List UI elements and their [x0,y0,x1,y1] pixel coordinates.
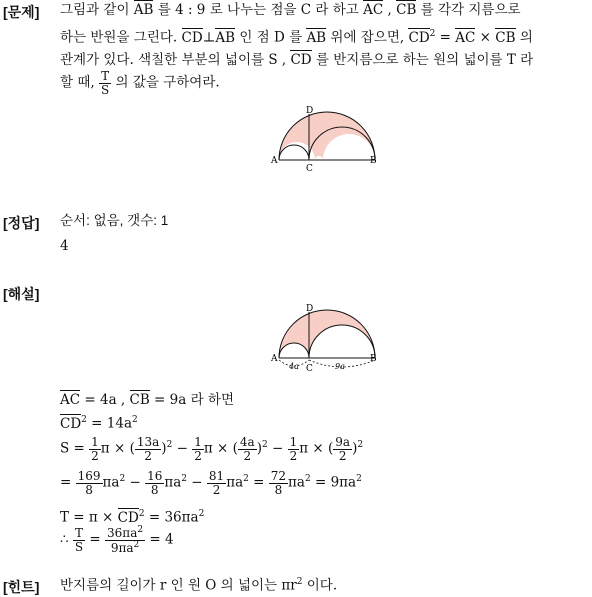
label-c: C [306,164,313,174]
semicircle-figure-solution [265,302,383,374]
semicircle-figure [265,104,383,176]
problem-line-4: 할 때, $\frac{T}{S}$ 의 값을 구하여라. [60,69,220,97]
label-b-2: B [370,354,377,364]
label-c-2: C [306,364,313,374]
solution-line-2: $CD^2 = 14a^2$ [60,415,138,432]
solution-line-1: AC = 4a , CB = 9a 라 하면 [60,392,234,408]
label-9a: 9a [335,362,345,371]
answer-tag: [정답] [3,215,40,231]
solution-line-6: ∴ $\frac{T}{S}$ = $\frac{36\pi a^2}{9\pi a^2}$ = 4 [60,525,174,555]
shaded-region [279,112,375,160]
solution-tag: [해설] [3,286,40,302]
label-a: A [271,156,278,166]
label-4a: 4a [289,362,299,371]
solution-line-3: S = $\frac{1}{2}$ π × ( $\frac{13a}{2}$ )$^2$ − $\frac{1}{2}$ π × ( $\frac{4a}{2}$ )$^2$ − $\frac{1}{2}$ π × ( $\frac{9a}{2}$ )$^2$ [60,435,364,463]
label-d: D [306,106,314,116]
hint-tag: [힌트] [3,579,40,595]
answer-meta: 순서: 없음, 갯수: 1 [60,213,169,228]
solution-line-4: = $\frac{169}{8}$ $\pi a^2$ − $\frac{16}{8}$ $\pi a^2$ − $\frac{81}{2}$ $\pi a^2$ = $\frac{72}{8}$ $\pi a^2 = 9\pi a^2$ [60,469,362,497]
hint-text: 반지름의 길이가 r 인 원 O 의 넓이는 $\pi r^2$ 이다. [60,577,338,594]
problem-tag: [문제] [3,4,40,20]
answer-value: 4 [60,238,69,254]
label-d-2: D [306,304,314,314]
solution-line-5: $T = \pi \times CD^2 = 36\pi a^2$ [60,509,205,526]
shaded-region-2 [279,310,375,358]
problem-line-3: 관계가 있다. 색칠한 부분의 넓이를 S , CD 를 반지름으로 하는 원의 넓이를 T 라 [60,52,534,68]
problem-line-1: 그림과 같이 AB 를 4 : 9 로 나누는 점을 C 라 하고 AC , CB 를 각각 지름으로 [60,2,521,18]
problem-line-2: 하는 반원을 그린다. CD⊥AB 인 점 D 를 AB 위에 잡으면, $CD^2$ = AC × CB 의 [60,29,533,46]
label-b: B [370,156,377,166]
label-a-2: A [271,354,278,364]
